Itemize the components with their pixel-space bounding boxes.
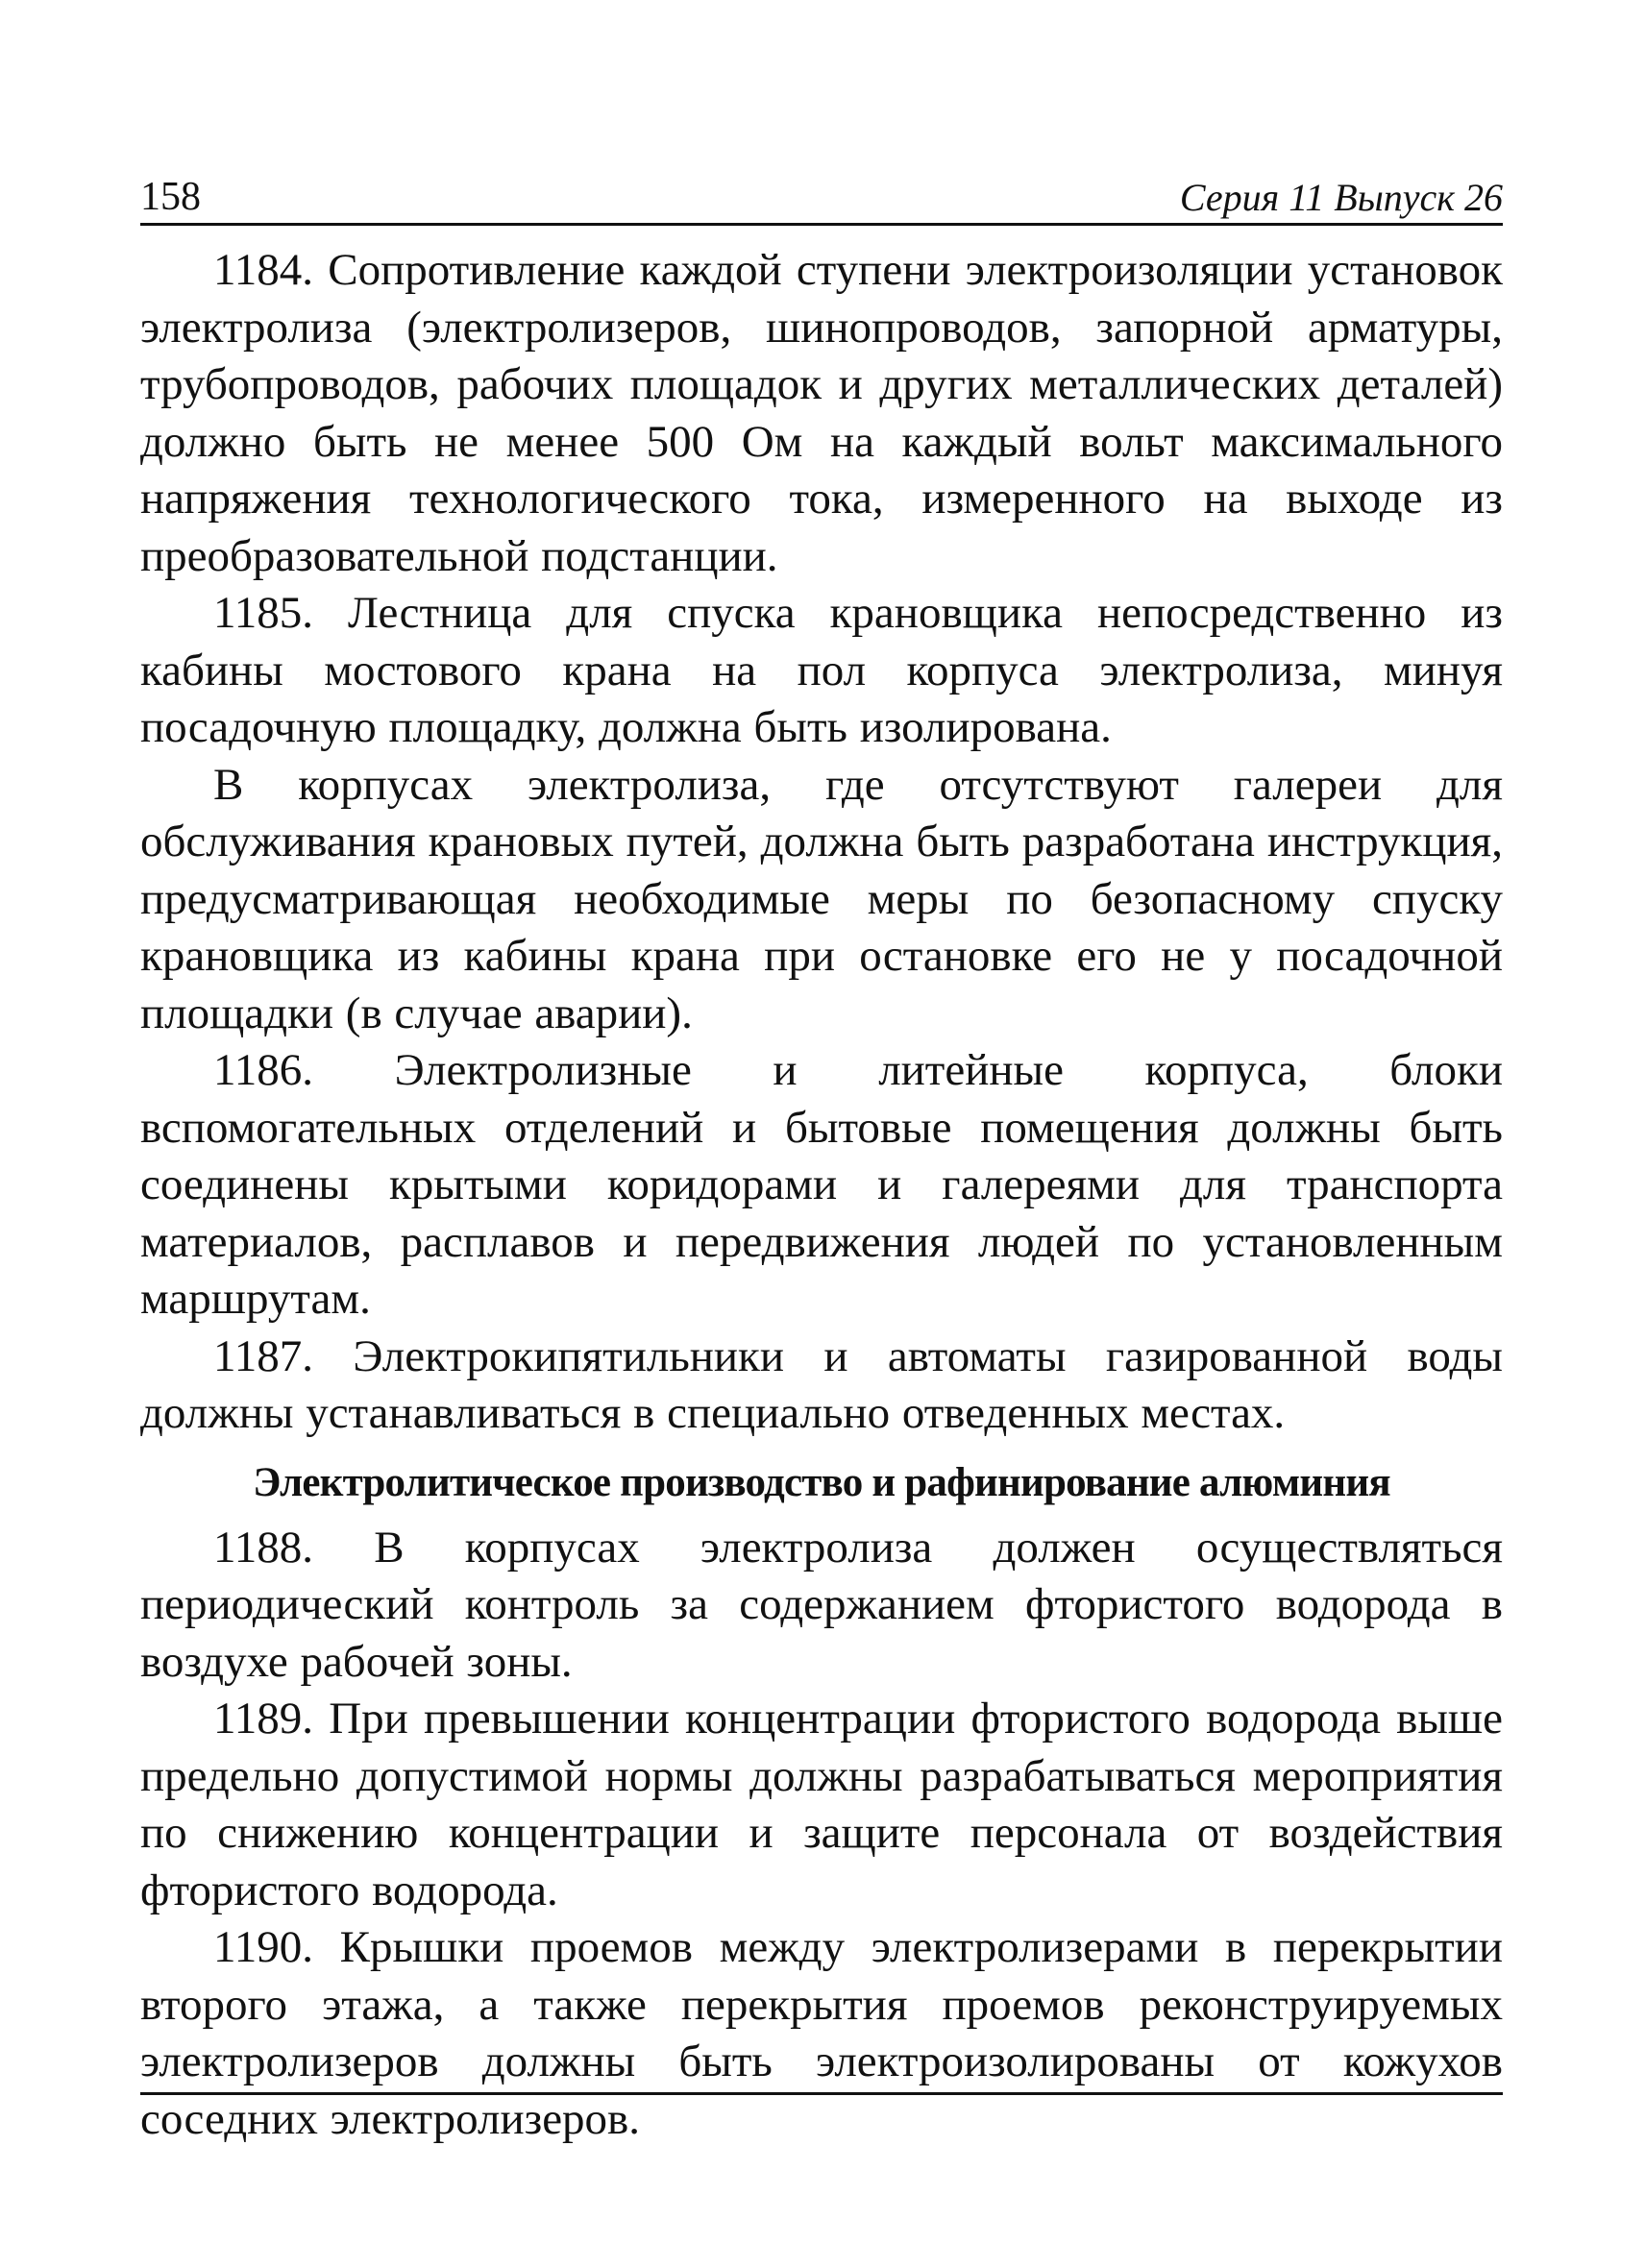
body-text: [140, 242, 1503, 2148]
paragraph-1189: 1189. При превышении концентрации фтористого водорода выше предельно допустимой нормы должны разрабатываться мероприятия по снижению концентрации и защите персонала от воздействия фтористого водорода.: [140, 1694, 1503, 1915]
paragraph-1186: 1186. Электролизные и литейные корпуса, блоки вспомогательных отделений и бытовые помещения должны быть соединены крытыми коридорами и галереями для транспорта материалов, расплавов и передвижения людей по установленным маршрутам.: [140, 1045, 1503, 1324]
series-issue-label: Серия 11 Выпуск 26: [1179, 176, 1503, 219]
paragraph-1190: 1190. Крышки проемов между электролизерами в перекрытии второго этажа, а также перекрытия проемов реконструируемых электролизеров должны быть электроизолированы от кожухов соседних электролизеров.: [140, 1922, 1503, 2144]
running-header: [140, 171, 1503, 226]
paragraph-1188: 1188. В корпусах электролиза должен осуществляться периодический контроль за содержанием фтористого водорода в воздухе рабочей зоны.: [140, 1522, 1503, 1687]
page-number: 158: [140, 175, 201, 219]
paragraph-1185-continued: В корпусах электролиза, где отсутствуют галереи для обслуживания крановых путей, должна быть разработана инструкция, предусматривающая необходимые меры по безопасному спуску крановщика из кабины крана при остановке его не у посадочной площадки (в случае аварии).: [140, 759, 1503, 1038]
footer-rule: [140, 2092, 1503, 2095]
section-heading: Электролитическое производство и рафинирование алюминия: [253, 1459, 1390, 1505]
paragraph-1187: 1187. Электрокипятильники и автоматы газированной воды должны устанавливаться в специально отведенных местах.: [140, 1330, 1503, 1438]
paragraph-1185: 1185. Лестница для спуска крановщика непосредственно из кабины мостового крана на пол корпуса электролиза, минуя посадочную площадку, должна быть изолирована.: [140, 588, 1503, 752]
paragraph-1184: 1184. Сопротивление каждой ступени электроизоляции установок электролиза (электролизеров, шинопроводов, запорной арматуры, трубопроводов, рабочих площадок и других металлических деталей) должно быть не менее 500 Ом на каждый вольт максимального напряжения технологического тока, измеренного на выходе из преобразовательной подстанции.: [140, 245, 1503, 581]
